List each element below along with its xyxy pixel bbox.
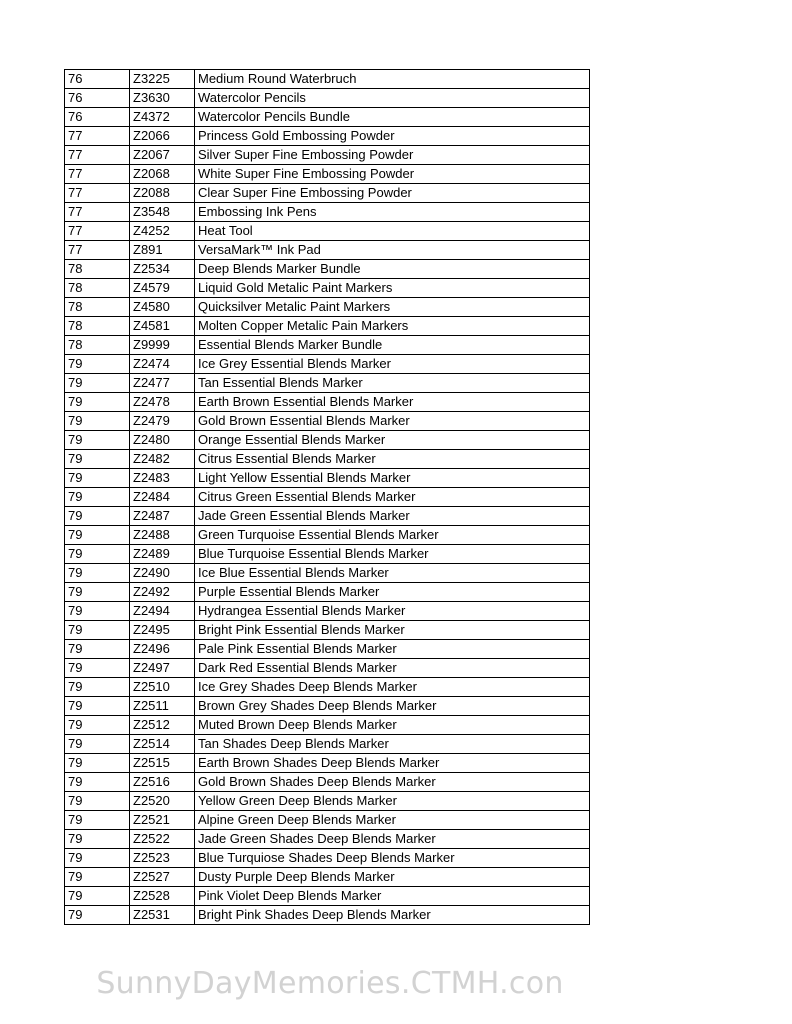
description-cell: Essential Blends Marker Bundle [195, 336, 590, 355]
item-code-cell: Z2527 [130, 868, 195, 887]
description-cell: Dark Red Essential Blends Marker [195, 659, 590, 678]
description-cell: Ice Grey Essential Blends Marker [195, 355, 590, 374]
table-row [65, 298, 590, 317]
item-code-cell: Z2521 [130, 811, 195, 830]
page-number-cell: 79 [65, 887, 130, 906]
page-number-cell: 79 [65, 792, 130, 811]
table-row [65, 488, 590, 507]
item-code-cell: Z2516 [130, 773, 195, 792]
table-row [65, 108, 590, 127]
table-row [65, 127, 590, 146]
page-number-cell: 78 [65, 298, 130, 317]
table-row [65, 393, 590, 412]
page-number-cell: 79 [65, 450, 130, 469]
page-number-cell: 79 [65, 355, 130, 374]
item-code-cell: Z2484 [130, 488, 195, 507]
item-code-cell: Z2067 [130, 146, 195, 165]
item-code-cell: Z2088 [130, 184, 195, 203]
page-number-cell: 79 [65, 374, 130, 393]
table-row [65, 450, 590, 469]
description-cell: Earth Brown Essential Blends Marker [195, 393, 590, 412]
description-cell: Yellow Green Deep Blends Marker [195, 792, 590, 811]
table-row [65, 811, 590, 830]
page-number-cell: 76 [65, 70, 130, 89]
description-cell: Watercolor Pencils Bundle [195, 108, 590, 127]
description-cell: VersaMark™ Ink Pad [195, 241, 590, 260]
page-number-cell: 79 [65, 393, 130, 412]
description-cell: Watercolor Pencils [195, 89, 590, 108]
page-number-cell: 78 [65, 336, 130, 355]
item-code-cell: Z3548 [130, 203, 195, 222]
item-code-cell: Z2522 [130, 830, 195, 849]
page-number-cell: 76 [65, 89, 130, 108]
page-number-cell: 79 [65, 431, 130, 450]
table-row [65, 621, 590, 640]
description-cell: Gold Brown Shades Deep Blends Marker [195, 773, 590, 792]
description-cell: Princess Gold Embossing Powder [195, 127, 590, 146]
item-code-cell: Z2068 [130, 165, 195, 184]
description-cell: Medium Round Waterbruch [195, 70, 590, 89]
page-number-cell: 79 [65, 526, 130, 545]
table-row [65, 70, 590, 89]
table-row [65, 773, 590, 792]
page-number-cell: 76 [65, 108, 130, 127]
item-code-cell: Z4579 [130, 279, 195, 298]
description-cell: Ice Grey Shades Deep Blends Marker [195, 678, 590, 697]
table-row [65, 260, 590, 279]
page-number-cell: 79 [65, 545, 130, 564]
item-code-cell: Z2528 [130, 887, 195, 906]
page-number-cell: 78 [65, 260, 130, 279]
description-cell: Gold Brown Essential Blends Marker [195, 412, 590, 431]
table-row [65, 659, 590, 678]
description-cell: Embossing Ink Pens [195, 203, 590, 222]
table-row [65, 374, 590, 393]
description-cell: Tan Essential Blends Marker [195, 374, 590, 393]
page-number-cell: 79 [65, 754, 130, 773]
item-code-cell: Z2483 [130, 469, 195, 488]
page-number-cell: 77 [65, 203, 130, 222]
description-cell: Liquid Gold Metalic Paint Markers [195, 279, 590, 298]
item-code-cell: Z4372 [130, 108, 195, 127]
description-cell: Green Turquoise Essential Blends Marker [195, 526, 590, 545]
description-cell: Molten Copper Metalic Pain Markers [195, 317, 590, 336]
description-cell: Citrus Essential Blends Marker [195, 450, 590, 469]
item-code-cell: Z2487 [130, 507, 195, 526]
item-code-cell: Z2511 [130, 697, 195, 716]
item-code-cell: Z2490 [130, 564, 195, 583]
page-number-cell: 79 [65, 830, 130, 849]
item-code-cell: Z2480 [130, 431, 195, 450]
item-code-cell: Z2489 [130, 545, 195, 564]
table-row [65, 640, 590, 659]
description-cell: Heat Tool [195, 222, 590, 241]
description-cell: Hydrangea Essential Blends Marker [195, 602, 590, 621]
description-cell: Tan Shades Deep Blends Marker [195, 735, 590, 754]
page-number-cell: 79 [65, 602, 130, 621]
table-row [65, 849, 590, 868]
table-row [65, 431, 590, 450]
table-row [65, 564, 590, 583]
page-number-cell: 77 [65, 146, 130, 165]
table-row [65, 222, 590, 241]
description-cell: Orange Essential Blends Marker [195, 431, 590, 450]
item-code-cell: Z2534 [130, 260, 195, 279]
item-code-cell: Z2520 [130, 792, 195, 811]
page-number-cell: 79 [65, 488, 130, 507]
description-cell: Muted Brown Deep Blends Marker [195, 716, 590, 735]
item-code-cell: Z9999 [130, 336, 195, 355]
table-row [65, 507, 590, 526]
table-row [65, 830, 590, 849]
description-cell: White Super Fine Embossing Powder [195, 165, 590, 184]
description-cell: Silver Super Fine Embossing Powder [195, 146, 590, 165]
item-code-cell: Z2479 [130, 412, 195, 431]
table-row [65, 165, 590, 184]
description-cell: Dusty Purple Deep Blends Marker [195, 868, 590, 887]
table-row [65, 469, 590, 488]
description-cell: Deep Blends Marker Bundle [195, 260, 590, 279]
table-row [65, 716, 590, 735]
item-code-cell: Z2515 [130, 754, 195, 773]
page-number-cell: 79 [65, 868, 130, 887]
table-row [65, 203, 590, 222]
description-cell: Pink Violet Deep Blends Marker [195, 887, 590, 906]
table-row [65, 602, 590, 621]
table-row [65, 526, 590, 545]
page-number-cell: 77 [65, 165, 130, 184]
item-code-cell: Z2531 [130, 906, 195, 925]
description-cell: Brown Grey Shades Deep Blends Marker [195, 697, 590, 716]
description-cell: Blue Turquiose Shades Deep Blends Marker [195, 849, 590, 868]
description-cell: Pale Pink Essential Blends Marker [195, 640, 590, 659]
item-code-cell: Z2523 [130, 849, 195, 868]
description-cell: Clear Super Fine Embossing Powder [195, 184, 590, 203]
page-number-cell: 79 [65, 716, 130, 735]
page-number-cell: 77 [65, 222, 130, 241]
description-cell: Bright Pink Shades Deep Blends Marker [195, 906, 590, 925]
description-cell: Jade Green Shades Deep Blends Marker [195, 830, 590, 849]
page-number-cell: 77 [65, 127, 130, 146]
page-number-cell: 79 [65, 678, 130, 697]
table-row [65, 279, 590, 298]
item-code-cell: Z2478 [130, 393, 195, 412]
description-cell: Alpine Green Deep Blends Marker [195, 811, 590, 830]
item-code-cell: Z2496 [130, 640, 195, 659]
table-row [65, 355, 590, 374]
table-row [65, 887, 590, 906]
item-code-cell: Z2494 [130, 602, 195, 621]
page-number-cell: 79 [65, 697, 130, 716]
page-number-cell: 79 [65, 412, 130, 431]
table-row [65, 868, 590, 887]
item-code-cell: Z2495 [130, 621, 195, 640]
item-code-cell: Z4581 [130, 317, 195, 336]
table-row [65, 241, 590, 260]
page-number-cell: 79 [65, 640, 130, 659]
table-row [65, 336, 590, 355]
item-code-cell: Z3630 [130, 89, 195, 108]
watermark-text: SunnyDayMemories.CTMH.con [96, 966, 564, 1001]
item-code-cell: Z3225 [130, 70, 195, 89]
description-cell: Citrus Green Essential Blends Marker [195, 488, 590, 507]
item-code-cell: Z2488 [130, 526, 195, 545]
product-table-body [65, 70, 590, 925]
page-number-cell: 78 [65, 317, 130, 336]
item-code-cell: Z2482 [130, 450, 195, 469]
table-row [65, 583, 590, 602]
description-cell: Light Yellow Essential Blends Marker [195, 469, 590, 488]
page-number-cell: 79 [65, 621, 130, 640]
item-code-cell: Z2477 [130, 374, 195, 393]
item-code-cell: Z2492 [130, 583, 195, 602]
item-code-cell: Z2510 [130, 678, 195, 697]
page-number-cell: 79 [65, 849, 130, 868]
page-number-cell: 79 [65, 564, 130, 583]
page-number-cell: 77 [65, 241, 130, 260]
table-row [65, 146, 590, 165]
item-code-cell: Z2514 [130, 735, 195, 754]
table-row [65, 735, 590, 754]
table-row [65, 545, 590, 564]
description-cell: Quicksilver Metalic Paint Markers [195, 298, 590, 317]
table-row [65, 412, 590, 431]
item-code-cell: Z2512 [130, 716, 195, 735]
page-number-cell: 79 [65, 906, 130, 925]
item-code-cell: Z2497 [130, 659, 195, 678]
product-table [64, 69, 590, 925]
table-row [65, 754, 590, 773]
page-number-cell: 77 [65, 184, 130, 203]
table-row [65, 89, 590, 108]
page-number-cell: 79 [65, 469, 130, 488]
table-row [65, 317, 590, 336]
item-code-cell: Z891 [130, 241, 195, 260]
description-cell: Jade Green Essential Blends Marker [195, 507, 590, 526]
page-number-cell: 78 [65, 279, 130, 298]
page-number-cell: 79 [65, 811, 130, 830]
item-code-cell: Z2474 [130, 355, 195, 374]
page-number-cell: 79 [65, 659, 130, 678]
table-row [65, 792, 590, 811]
item-code-cell: Z2066 [130, 127, 195, 146]
description-cell: Purple Essential Blends Marker [195, 583, 590, 602]
page-number-cell: 79 [65, 507, 130, 526]
page-number-cell: 79 [65, 773, 130, 792]
table-row [65, 697, 590, 716]
table-row [65, 184, 590, 203]
item-code-cell: Z4252 [130, 222, 195, 241]
description-cell: Earth Brown Shades Deep Blends Marker [195, 754, 590, 773]
page-number-cell: 79 [65, 735, 130, 754]
description-cell: Ice Blue Essential Blends Marker [195, 564, 590, 583]
table-row [65, 678, 590, 697]
description-cell: Blue Turquoise Essential Blends Marker [195, 545, 590, 564]
item-code-cell: Z4580 [130, 298, 195, 317]
page-number-cell: 79 [65, 583, 130, 602]
table-row [65, 906, 590, 925]
description-cell: Bright Pink Essential Blends Marker [195, 621, 590, 640]
